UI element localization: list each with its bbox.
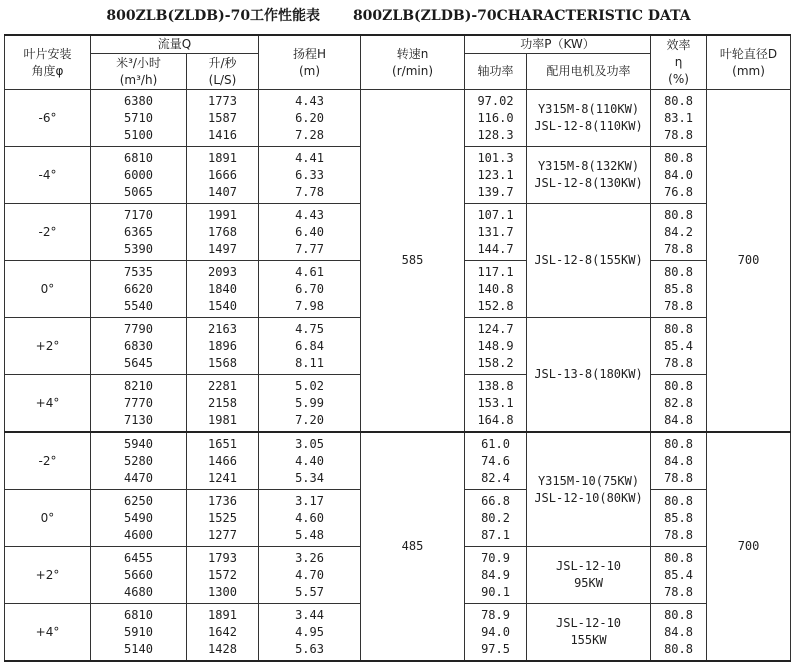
flow-m3h-cell xyxy=(91,490,187,547)
efficiency-cell-line: 83.1 xyxy=(664,110,693,125)
flow-ls-cell-line: 1736 xyxy=(208,493,237,508)
flow-m3h-cell-line: 6620 xyxy=(124,281,153,296)
shaft-power-cell-line: 148.9 xyxy=(477,338,514,353)
efficiency-cell xyxy=(651,204,707,261)
flow-ls-cell-line: 1768 xyxy=(208,224,237,239)
head-cell xyxy=(259,375,361,433)
flow-ls-cell-line: 2093 xyxy=(208,264,237,279)
angle-cell: -2° xyxy=(5,432,91,490)
efficiency-cell xyxy=(651,90,707,147)
flow-ls-cell-line: 1497 xyxy=(208,241,237,256)
head-cell xyxy=(259,604,361,662)
angle-cell: +4° xyxy=(5,604,91,662)
efficiency-cell-line: 84.2 xyxy=(664,224,693,239)
head-cell-line: 3.05 xyxy=(295,436,324,451)
efficiency-cell-line: 80.8 xyxy=(664,607,693,622)
efficiency-cell-line: 84.8 xyxy=(664,453,693,468)
header-flow-m3h: 米³/小时 (m³/h) xyxy=(91,54,187,90)
efficiency-cell xyxy=(651,261,707,318)
efficiency-cell-line: 76.8 xyxy=(664,184,693,199)
shaft-power-cell-line: 84.9 xyxy=(481,567,510,582)
shaft-power-cell-line: 97.02 xyxy=(477,93,514,108)
flow-m3h-cell-line: 5280 xyxy=(124,453,153,468)
flow-m3h-cell-line: 6830 xyxy=(124,338,153,353)
shaft-power-cell-line: 152.8 xyxy=(477,298,514,313)
head-cell-line: 8.11 xyxy=(295,355,324,370)
efficiency-cell-line: 80.8 xyxy=(664,641,693,656)
flow-m3h-cell xyxy=(91,318,187,375)
shaft-power-cell xyxy=(465,261,527,318)
head-cell-line: 5.63 xyxy=(295,641,324,656)
shaft-power-cell-line: 74.6 xyxy=(481,453,510,468)
flow-m3h-cell-line: 5645 xyxy=(124,355,153,370)
head-cell-line: 5.57 xyxy=(295,584,324,599)
flow-ls-cell-line: 1300 xyxy=(208,584,237,599)
page-title xyxy=(0,5,797,27)
flow-ls-cell xyxy=(187,432,259,490)
head-cell-line: 6.20 xyxy=(295,110,324,125)
shaft-power-cell-line: 94.0 xyxy=(481,624,510,639)
shaft-power-cell-line: 144.7 xyxy=(477,241,514,256)
flow-m3h-cell-line: 6455 xyxy=(124,550,153,565)
shaft-power-cell xyxy=(465,547,527,604)
head-cell-line: 6.70 xyxy=(295,281,324,296)
flow-ls-cell xyxy=(187,547,259,604)
efficiency-cell-line: 80.8 xyxy=(664,207,693,222)
efficiency-cell-line: 80.8 xyxy=(664,493,693,508)
shaft-power-cell-line: 78.9 xyxy=(481,607,510,622)
shaft-power-cell xyxy=(465,375,527,433)
motor-cell-line: JSL-12-10 xyxy=(556,559,622,573)
flow-m3h-cell xyxy=(91,432,187,490)
angle-cell: +2° xyxy=(5,547,91,604)
header-shaft-power: 轴功率 xyxy=(465,54,527,90)
shaft-power-cell xyxy=(465,204,527,261)
shaft-power-cell-line: 140.8 xyxy=(477,281,514,296)
angle-cell: +4° xyxy=(5,375,91,433)
motor-cell xyxy=(527,432,651,547)
head-cell xyxy=(259,204,361,261)
speed-cell: 485 xyxy=(361,432,465,661)
efficiency-cell-line: 85.8 xyxy=(664,510,693,525)
shaft-power-cell-line: 82.4 xyxy=(481,470,510,485)
head-cell-line: 7.20 xyxy=(295,412,324,427)
flow-m3h-cell-line: 5490 xyxy=(124,510,153,525)
head-cell-line: 5.99 xyxy=(295,395,324,410)
flow-m3h-cell-line: 4600 xyxy=(124,527,153,542)
shaft-power-cell xyxy=(465,490,527,547)
shaft-power-cell-line: 61.0 xyxy=(481,436,510,451)
flow-m3h-cell-line: 5940 xyxy=(124,436,153,451)
shaft-power-cell-line: 139.7 xyxy=(477,184,514,199)
flow-ls-cell xyxy=(187,147,259,204)
flow-m3h-cell xyxy=(91,147,187,204)
flow-m3h-cell-line: 4470 xyxy=(124,470,153,485)
motor-cell xyxy=(527,318,651,433)
flow-ls-cell-line: 1428 xyxy=(208,641,237,656)
motor-cell-line: JSL-12-10 xyxy=(556,616,622,630)
head-cell-line: 4.43 xyxy=(295,93,324,108)
head-cell xyxy=(259,432,361,490)
motor-cell xyxy=(527,147,651,204)
efficiency-cell-line: 80.8 xyxy=(664,436,693,451)
flow-m3h-cell-line: 5910 xyxy=(124,624,153,639)
flow-ls-cell-line: 1981 xyxy=(208,412,237,427)
flow-ls-cell-line: 1407 xyxy=(208,184,237,199)
flow-m3h-cell-line: 4680 xyxy=(124,584,153,599)
head-cell-line: 3.17 xyxy=(295,493,324,508)
motor-cell-line: JSL-12-8(110KW) xyxy=(534,119,643,133)
efficiency-cell-line: 78.8 xyxy=(664,298,693,313)
motor-cell-line: JSL-12-8(130KW) xyxy=(534,176,643,190)
efficiency-cell xyxy=(651,147,707,204)
shaft-power-cell-line: 116.0 xyxy=(477,110,514,125)
head-cell xyxy=(259,547,361,604)
motor-cell-line: Y315M-8(132KW) xyxy=(537,159,640,173)
shaft-power-cell-line: 90.1 xyxy=(481,584,510,599)
flow-m3h-cell-line: 5540 xyxy=(124,298,153,313)
flow-ls-cell-line: 1666 xyxy=(208,167,237,182)
flow-ls-cell xyxy=(187,490,259,547)
head-cell xyxy=(259,490,361,547)
head-cell-line: 7.78 xyxy=(295,184,324,199)
shaft-power-cell-line: 107.1 xyxy=(477,207,514,222)
efficiency-cell xyxy=(651,432,707,490)
motor-cell xyxy=(527,90,651,147)
head-cell-line: 4.43 xyxy=(295,207,324,222)
efficiency-cell-line: 85.4 xyxy=(664,338,693,353)
title-cn: 800ZLB(ZLDB)-70工作性能表 xyxy=(106,8,321,24)
flow-m3h-cell-line: 5660 xyxy=(124,567,153,582)
flow-ls-cell-line: 1572 xyxy=(208,567,237,582)
flow-m3h-cell-line: 6365 xyxy=(124,224,153,239)
efficiency-cell-line: 80.8 xyxy=(664,264,693,279)
efficiency-cell-line: 82.8 xyxy=(664,395,693,410)
header-diameter: 叶轮直径D (mm) xyxy=(707,35,791,90)
shaft-power-cell xyxy=(465,318,527,375)
head-cell-line: 5.34 xyxy=(295,470,324,485)
flow-ls-cell-line: 1651 xyxy=(208,436,237,451)
efficiency-cell-line: 78.8 xyxy=(664,584,693,599)
efficiency-cell xyxy=(651,604,707,662)
efficiency-cell-line: 80.8 xyxy=(664,378,693,393)
flow-ls-cell-line: 1277 xyxy=(208,527,237,542)
flow-m3h-cell xyxy=(91,261,187,318)
shaft-power-cell-line: 123.1 xyxy=(477,167,514,182)
flow-ls-cell-line: 1773 xyxy=(208,93,237,108)
efficiency-cell-line: 84.8 xyxy=(664,624,693,639)
efficiency-cell-line: 85.8 xyxy=(664,281,693,296)
flow-ls-cell xyxy=(187,261,259,318)
flow-ls-cell xyxy=(187,90,259,147)
shaft-power-cell-line: 117.1 xyxy=(477,264,514,279)
head-cell-line: 4.95 xyxy=(295,624,324,639)
angle-cell: +2° xyxy=(5,318,91,375)
header-power: 功率P（KW） xyxy=(465,35,651,54)
flow-m3h-cell-line: 5710 xyxy=(124,110,153,125)
flow-m3h-cell-line: 6810 xyxy=(124,150,153,165)
flow-m3h-cell-line: 6810 xyxy=(124,607,153,622)
head-cell-line: 3.44 xyxy=(295,607,324,622)
flow-m3h-cell-line: 8210 xyxy=(124,378,153,393)
efficiency-cell-line: 85.4 xyxy=(664,567,693,582)
flow-m3h-cell-line: 5065 xyxy=(124,184,153,199)
head-cell-line: 7.28 xyxy=(295,127,324,142)
efficiency-cell-line: 80.8 xyxy=(664,93,693,108)
flow-m3h-cell-line: 6380 xyxy=(124,93,153,108)
motor-cell xyxy=(527,604,651,662)
shaft-power-cell xyxy=(465,90,527,147)
flow-m3h-cell-line: 7170 xyxy=(124,207,153,222)
motor-cell-line: Y315M-10(75KW) xyxy=(537,473,640,488)
efficiency-cell xyxy=(651,547,707,604)
header-flow: 流量Q xyxy=(91,35,259,54)
shaft-power-cell-line: 158.2 xyxy=(477,355,514,370)
shaft-power-cell-line: 128.3 xyxy=(477,127,514,142)
flow-ls-cell xyxy=(187,318,259,375)
flow-ls-cell-line: 1991 xyxy=(208,207,237,222)
shaft-power-cell xyxy=(465,432,527,490)
shaft-power-cell-line: 131.7 xyxy=(477,224,514,239)
head-cell-line: 5.02 xyxy=(295,378,324,393)
flow-ls-cell-line: 1793 xyxy=(208,550,237,565)
table-row xyxy=(5,90,791,147)
shaft-power-cell-line: 66.8 xyxy=(481,493,510,508)
header-speed: 转速n (r/min) xyxy=(361,35,465,90)
diameter-cell: 700 xyxy=(707,90,791,433)
head-cell-line: 5.48 xyxy=(295,527,324,542)
characteristic-table xyxy=(4,34,791,662)
head-cell xyxy=(259,261,361,318)
efficiency-cell-line: 78.8 xyxy=(664,127,693,142)
flow-ls-cell-line: 1416 xyxy=(208,127,237,142)
motor-cell-line: Y315M-8(110KW) xyxy=(537,102,640,116)
shaft-power-cell-line: 87.1 xyxy=(481,527,510,542)
flow-m3h-cell xyxy=(91,90,187,147)
flow-m3h-cell-line: 5140 xyxy=(124,641,153,656)
flow-m3h-cell-line: 6250 xyxy=(124,493,153,508)
flow-ls-cell-line: 2163 xyxy=(208,321,237,336)
title-en: 800ZLB(ZLDB)-70CHARACTERISTIC DATA xyxy=(352,8,691,24)
shaft-power-cell-line: 124.7 xyxy=(477,321,514,336)
head-cell-line: 6.84 xyxy=(295,338,324,353)
flow-ls-cell-line: 1587 xyxy=(208,110,237,125)
efficiency-cell-line: 78.8 xyxy=(664,470,693,485)
head-cell-line: 4.61 xyxy=(295,264,324,279)
shaft-power-cell-line: 153.1 xyxy=(477,395,514,410)
head-cell-line: 4.41 xyxy=(295,150,324,165)
efficiency-cell-line: 78.8 xyxy=(664,527,693,542)
head-cell-line: 6.33 xyxy=(295,167,324,182)
flow-ls-cell-line: 1840 xyxy=(208,281,237,296)
flow-m3h-cell-line: 5390 xyxy=(124,241,153,256)
flow-m3h-cell-line: 7535 xyxy=(124,264,153,279)
header-efficiency: 效率 η (%) xyxy=(651,35,707,90)
efficiency-cell-line: 80.8 xyxy=(664,550,693,565)
head-cell-line: 7.98 xyxy=(295,298,324,313)
flow-m3h-cell-line: 7130 xyxy=(124,412,153,427)
flow-ls-cell xyxy=(187,204,259,261)
flow-m3h-cell-line: 5100 xyxy=(124,127,153,142)
shaft-power-cell-line: 101.3 xyxy=(477,150,514,165)
flow-ls-cell-line: 1540 xyxy=(208,298,237,313)
efficiency-cell-line: 78.8 xyxy=(664,355,693,370)
flow-m3h-cell xyxy=(91,204,187,261)
flow-ls-cell-line: 2158 xyxy=(208,395,237,410)
shaft-power-cell-line: 80.2 xyxy=(481,510,510,525)
angle-cell: 0° xyxy=(5,490,91,547)
flow-m3h-cell-line: 7790 xyxy=(124,321,153,336)
angle-cell: -4° xyxy=(5,147,91,204)
flow-ls-cell-line: 1241 xyxy=(208,470,237,485)
flow-m3h-cell xyxy=(91,375,187,433)
motor-cell-line: 155KW xyxy=(570,633,607,647)
motor-cell-line: JSL-12-8(155KW) xyxy=(534,253,643,267)
diameter-cell: 700 xyxy=(707,432,791,661)
head-cell-line: 7.77 xyxy=(295,241,324,256)
efficiency-cell-line: 80.8 xyxy=(664,321,693,336)
efficiency-cell-line: 78.8 xyxy=(664,241,693,256)
header-motor: 配用电机及功率 xyxy=(527,54,651,90)
efficiency-cell-line: 84.8 xyxy=(664,412,693,427)
shaft-power-cell-line: 70.9 xyxy=(481,550,510,565)
header-flow-ls: 升/秒 (L/S) xyxy=(187,54,259,90)
speed-cell: 585 xyxy=(361,90,465,433)
head-cell xyxy=(259,147,361,204)
flow-ls-cell-line: 1642 xyxy=(208,624,237,639)
shaft-power-cell-line: 138.8 xyxy=(477,378,514,393)
shaft-power-cell xyxy=(465,604,527,662)
flow-ls-cell-line: 1525 xyxy=(208,510,237,525)
head-cell-line: 3.26 xyxy=(295,550,324,565)
shaft-power-cell xyxy=(465,147,527,204)
head-cell-line: 4.70 xyxy=(295,567,324,582)
motor-cell xyxy=(527,547,651,604)
efficiency-cell-line: 84.0 xyxy=(664,167,693,182)
angle-cell: 0° xyxy=(5,261,91,318)
flow-m3h-cell xyxy=(91,547,187,604)
motor-cell-line: JSL-13-8(180KW) xyxy=(534,367,643,381)
head-cell xyxy=(259,318,361,375)
flow-m3h-cell-line: 6000 xyxy=(124,167,153,182)
shaft-power-cell-line: 164.8 xyxy=(477,412,514,427)
header-angle: 叶片安装 角度φ xyxy=(5,35,91,90)
flow-ls-cell xyxy=(187,604,259,662)
head-cell-line: 4.75 xyxy=(295,321,324,336)
flow-ls-cell-line: 1891 xyxy=(208,150,237,165)
efficiency-cell-line: 80.8 xyxy=(664,150,693,165)
table-row xyxy=(5,432,791,490)
flow-m3h-cell xyxy=(91,604,187,662)
head-cell-line: 4.60 xyxy=(295,510,324,525)
flow-ls-cell-line: 2281 xyxy=(208,378,237,393)
flow-ls-cell-line: 1466 xyxy=(208,453,237,468)
efficiency-cell xyxy=(651,318,707,375)
efficiency-cell xyxy=(651,375,707,433)
angle-cell: -2° xyxy=(5,204,91,261)
motor-cell-line: 95KW xyxy=(574,576,603,590)
angle-cell: -6° xyxy=(5,90,91,147)
head-cell-line: 6.40 xyxy=(295,224,324,239)
flow-ls-cell-line: 1891 xyxy=(208,607,237,622)
header-head: 扬程H (m) xyxy=(259,35,361,90)
motor-cell xyxy=(527,204,651,318)
flow-ls-cell-line: 1896 xyxy=(208,338,237,353)
efficiency-cell xyxy=(651,490,707,547)
flow-m3h-cell-line: 7770 xyxy=(124,395,153,410)
shaft-power-cell-line: 97.5 xyxy=(481,641,510,656)
head-cell-line: 4.40 xyxy=(295,453,324,468)
motor-cell-line: JSL-12-10(80KW) xyxy=(534,490,643,505)
flow-ls-cell-line: 1568 xyxy=(208,355,237,370)
flow-ls-cell xyxy=(187,375,259,433)
head-cell xyxy=(259,90,361,147)
